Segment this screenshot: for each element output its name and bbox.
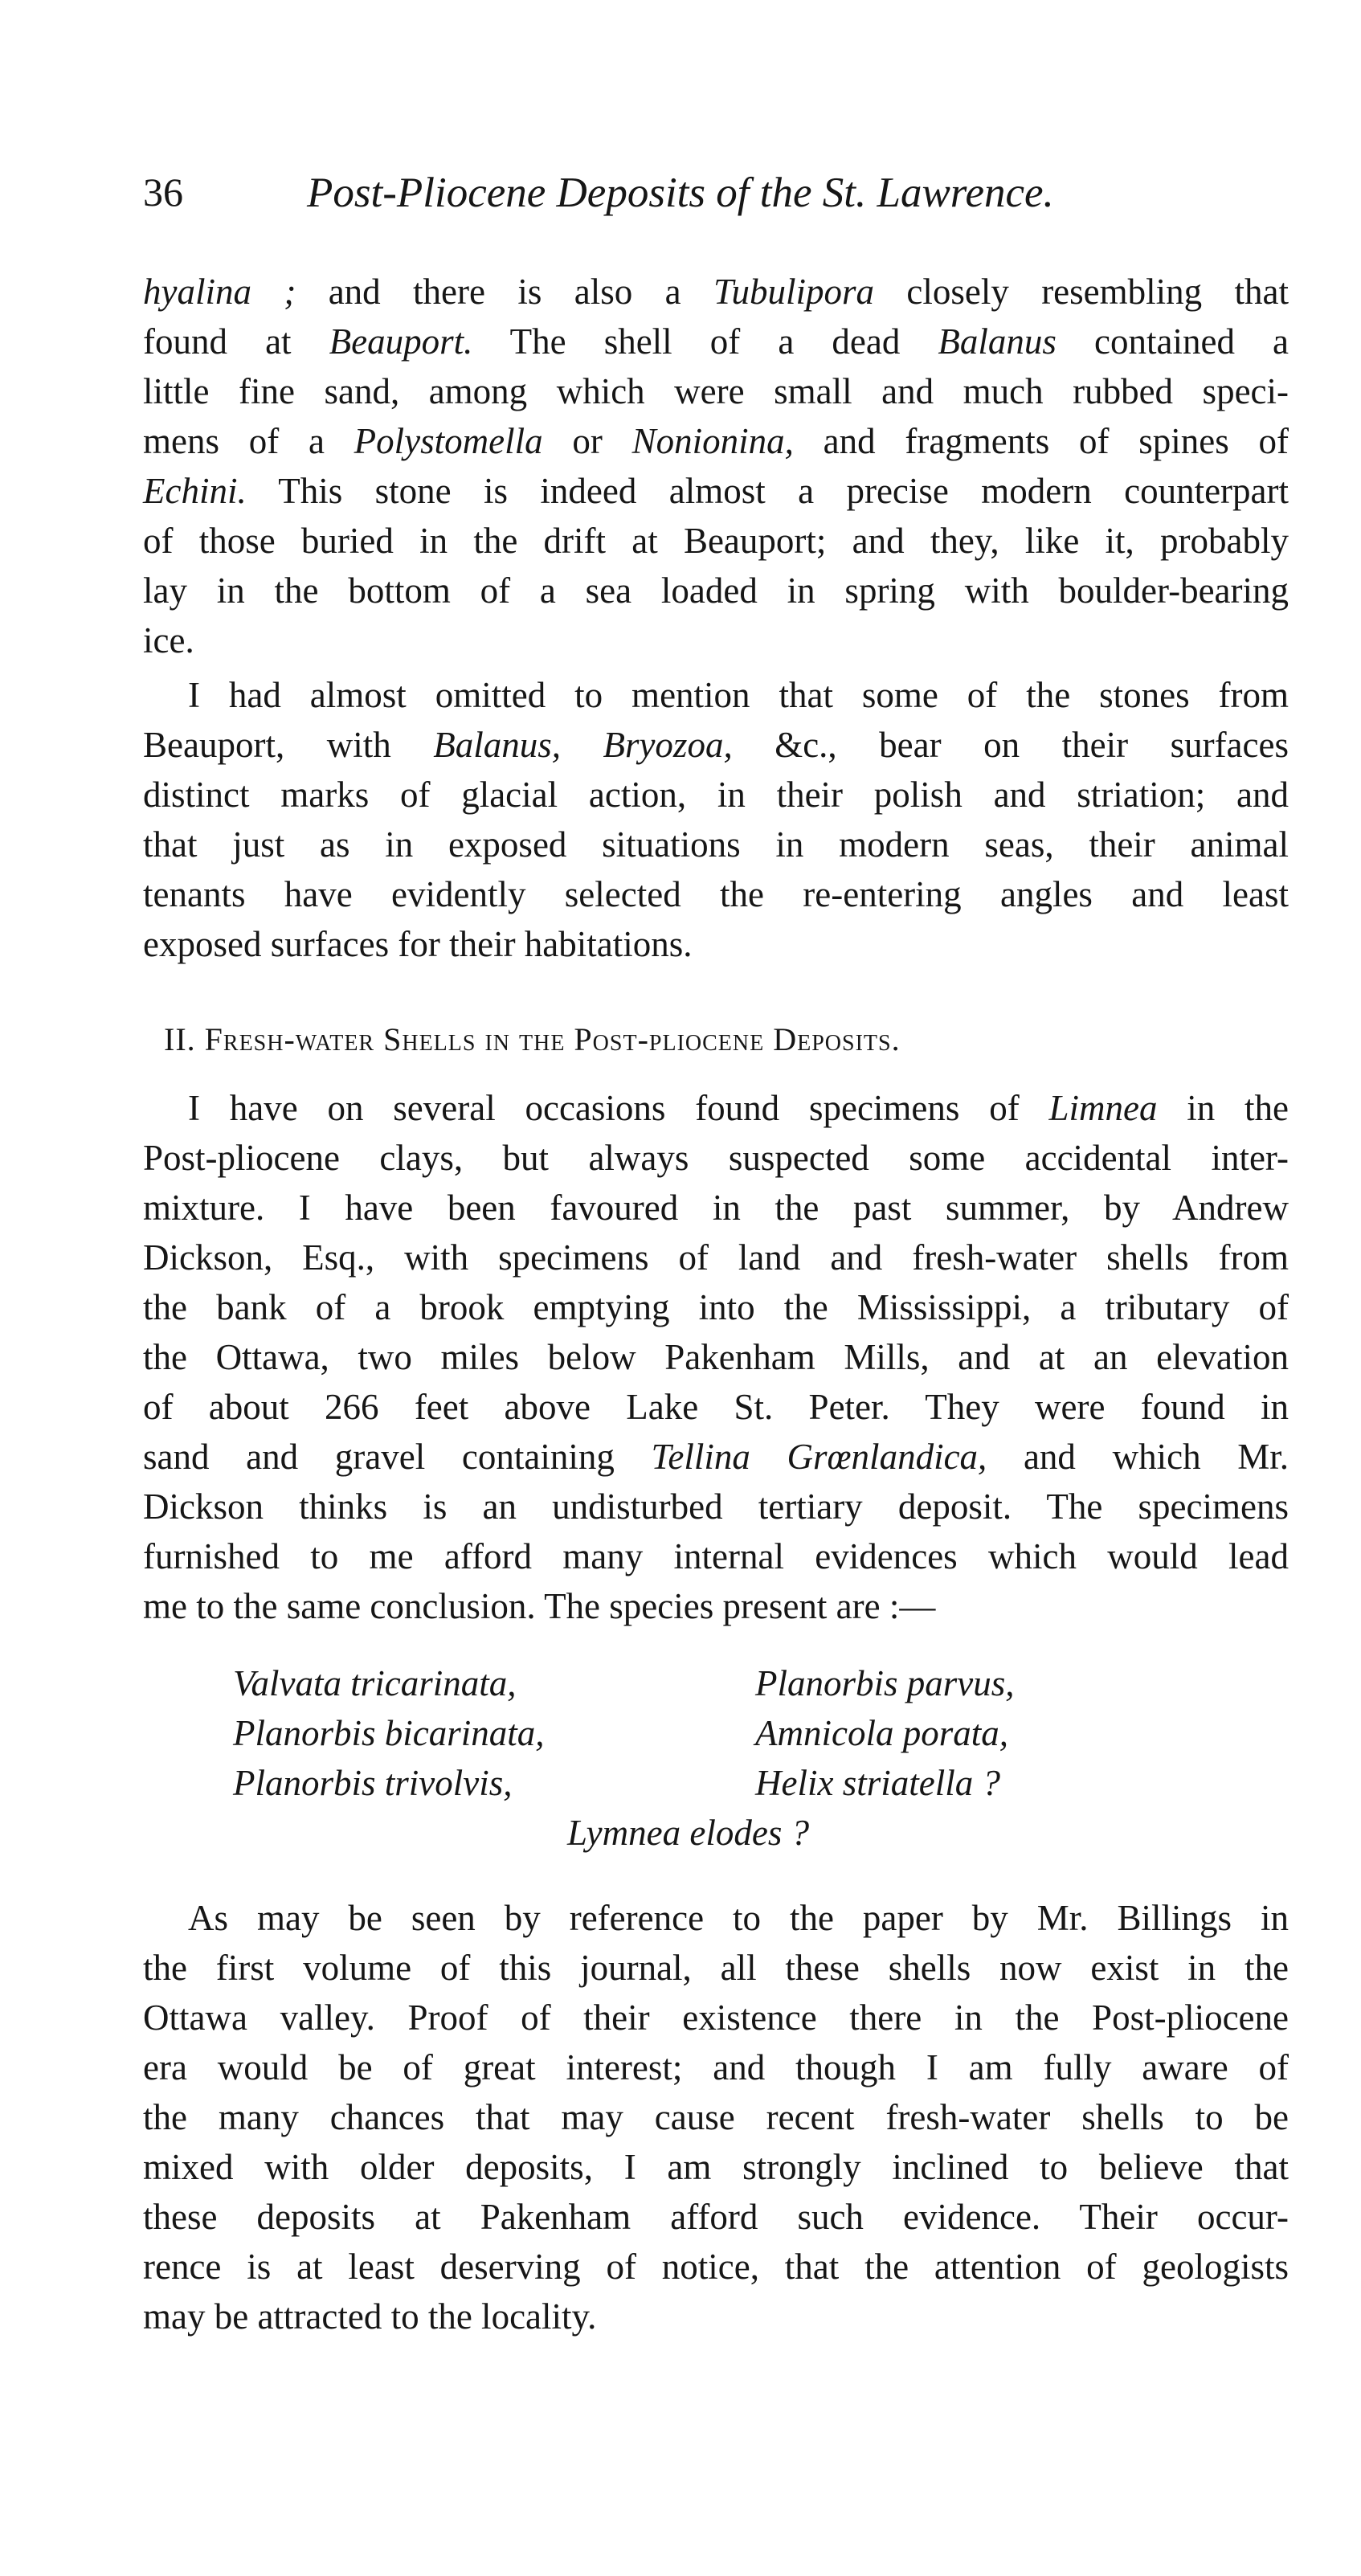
text-line: mens of a Polystomella or Nonionina, and fragments of spines of (143, 421, 1289, 461)
species-name: Amnicola porata, (755, 1713, 1008, 1753)
text-line: these deposits at Pakenham afford such evidence. Their occur- (143, 2197, 1289, 2237)
text-line: of about 266 feet above Lake St. Peter. They were found in (143, 1387, 1289, 1427)
text-line: Echini. This stone is indeed almost a precise modern counterpart (143, 471, 1289, 511)
text-line: me to the same conclusion. The species present are :— (143, 1586, 936, 1626)
running-title: Post-Pliocene Deposits of the St. Lawrence. (307, 170, 1054, 216)
text-line: that just as in exposed situations in modern seas, their animal (143, 824, 1289, 865)
text-line: I had almost omitted to mention that some of the stones from (188, 675, 1289, 715)
text-line: Beauport, with Balanus, Bryozoa, &c., bear on their surfaces (143, 725, 1289, 765)
species-name: Planorbis bicarinata, (233, 1713, 545, 1753)
text-line: tenants have evidently selected the re-entering angles and least (143, 874, 1289, 914)
species-name: Valvata tricarinata, (233, 1663, 517, 1703)
text-line: rence is at least deserving of notice, that the attention of geologists (143, 2247, 1289, 2287)
text-line: little fine sand, among which were small and much rubbed speci- (143, 371, 1289, 411)
text-line: Ottawa valley. Proof of their existence there in the Post-pliocene (143, 1997, 1289, 2038)
text-line: Dickson thinks is an undisturbed tertiary deposit. The specimens (143, 1486, 1289, 1527)
text-line: I have on several occasions found specimens of Limnea in the (188, 1088, 1289, 1128)
text-line: era would be of great interest; and though I am fully aware of (143, 2047, 1289, 2087)
text-line: exposed surfaces for their habitations. (143, 924, 693, 964)
section-heading: II. Fresh-water Shells in the Post-pliocene Deposits. (164, 1021, 901, 1057)
text-line: the first volume of this journal, all these shells now exist in the (143, 1948, 1289, 1988)
text-line: the Ottawa, two miles below Pakenham Mills, and at an elevation (143, 1337, 1289, 1377)
text-line: Dickson, Esq., with specimens of land and fresh-water shells from (143, 1237, 1289, 1278)
species-name: Planorbis parvus, (755, 1663, 1015, 1703)
text-line: sand and gravel containing Tellina Grœnlandica, and which Mr. (143, 1437, 1289, 1477)
page-header (143, 169, 1284, 225)
text-line: lay in the bottom of a sea loaded in spring with boulder-bearing (143, 570, 1289, 611)
text-line: distinct marks of glacial action, in their polish and striation; and (143, 775, 1289, 815)
text-line: may be attracted to the locality. (143, 2296, 597, 2337)
text-line: found at Beauport. The shell of a dead Balanus contained a (143, 321, 1289, 362)
text-line: the many chances that may cause recent fresh-water shells to be (143, 2097, 1289, 2137)
text-line: Post-pliocene clays, but always suspected some accidental inter- (143, 1138, 1289, 1178)
text-line: As may be seen by reference to the paper by Mr. Billings in (188, 1898, 1289, 1938)
text-line: furnished to me afford many internal evidences which would lead (143, 1536, 1289, 1576)
text-line: ice. (143, 620, 194, 660)
species-name: Planorbis trivolvis, (233, 1763, 513, 1803)
text-line: of those buried in the drift at Beauport; and they, like it, probably (143, 521, 1289, 561)
text-line: hyalina ; and there is also a Tubulipora closely resembling that (143, 272, 1289, 312)
text-line: mixed with older deposits, I am strongly inclined to believe that (143, 2147, 1289, 2187)
species-name: Lymnea elodes ? (567, 1813, 810, 1853)
species-name: Helix striatella ? (755, 1763, 1000, 1803)
page-number: 36 (143, 170, 183, 215)
text-line: the bank of a brook emptying into the Mississippi, a tributary of (143, 1287, 1289, 1327)
text-line: mixture. I have been favoured in the past summer, by Andrew (143, 1188, 1289, 1228)
